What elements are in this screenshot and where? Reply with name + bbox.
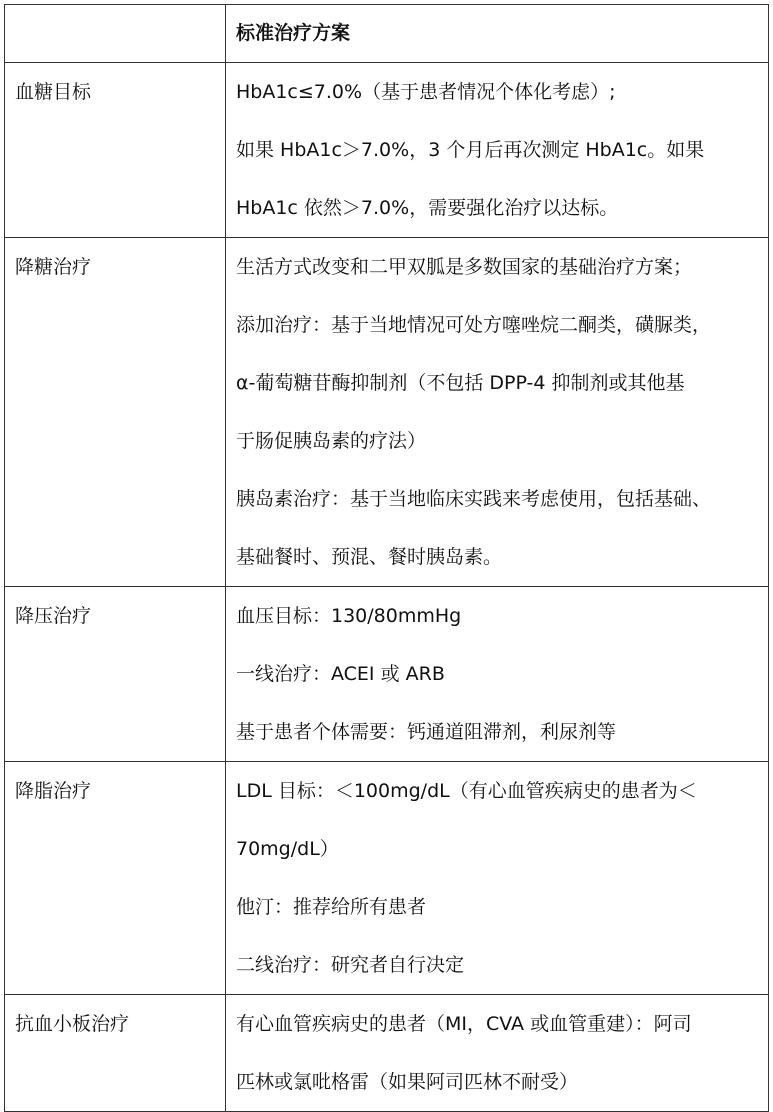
content-line: α-葡萄糖苷酶抑制剂（不包括 DPP-4 抑制剂或其他基 — [236, 372, 685, 394]
row-label-text: 降脂治疗 — [15, 780, 92, 802]
header-row — [5, 5, 769, 63]
row-content — [226, 587, 769, 762]
content-line: 添加治疗：基于当地情况可处方噻唑烷二酮类，磺脲类， — [236, 314, 712, 336]
content-line: 如果 HbA1c＞7.0%，3 个月后再次测定 HbA1c。如果 — [236, 139, 705, 161]
row-content — [226, 63, 769, 238]
content-line: 一线治疗：ACEI 或 ARB — [236, 663, 445, 685]
row-content — [226, 762, 769, 995]
table-row — [5, 995, 769, 1112]
row-label — [5, 995, 226, 1112]
row-label-text: 血糖目标 — [15, 81, 92, 103]
table-row — [5, 63, 769, 238]
content-line: 他汀：推荐给所有患者 — [236, 896, 427, 918]
content-line: 有心血管疾病史的患者（MI，CVA 或血管重建）：阿司 — [236, 1013, 692, 1035]
content-line: LDL 目标：＜100mg/dL（有心血管疾病史的患者为＜ — [236, 780, 697, 802]
row-content — [226, 238, 769, 587]
row-label — [5, 238, 226, 587]
table-row — [5, 762, 769, 995]
header-empty-cell — [5, 5, 226, 63]
row-content — [226, 995, 769, 1112]
content-line: 70mg/dL） — [236, 838, 339, 860]
table-row — [5, 238, 769, 587]
content-line: 基础餐时、预混、餐时胰岛素。 — [236, 546, 503, 568]
row-label — [5, 762, 226, 995]
header-title: 标准治疗方案 — [226, 5, 769, 63]
content-line: 生活方式改变和二甲双胍是多数国家的基础治疗方案； — [236, 256, 693, 278]
content-line: 于肠促胰岛素的疗法） — [236, 430, 427, 452]
content-line: 胰岛素治疗：基于当地临床实践来考虑使用，包括基础、 — [236, 488, 712, 510]
row-label-text: 降糖治疗 — [15, 256, 92, 278]
content-line: 基于患者个体需要：钙通道阻滞剂，利尿剂等 — [236, 721, 617, 743]
row-label — [5, 587, 226, 762]
content-line: 二线治疗：研究者自行决定 — [236, 954, 465, 976]
row-label — [5, 63, 226, 238]
row-label-text: 抗血小板治疗 — [15, 1013, 130, 1035]
row-label-text: 降压治疗 — [15, 605, 92, 627]
content-line: 血压目标：130/80mmHg — [236, 605, 462, 627]
table-row — [5, 587, 769, 762]
treatment-table — [4, 4, 769, 1112]
content-line: HbA1c≤7.0%（基于患者情况个体化考虑）; — [236, 81, 616, 103]
content-line: 匹林或氯吡格雷（如果阿司匹林不耐受） — [236, 1071, 579, 1093]
content-line: HbA1c 依然＞7.0%，需要强化治疗以达标。 — [236, 197, 619, 219]
